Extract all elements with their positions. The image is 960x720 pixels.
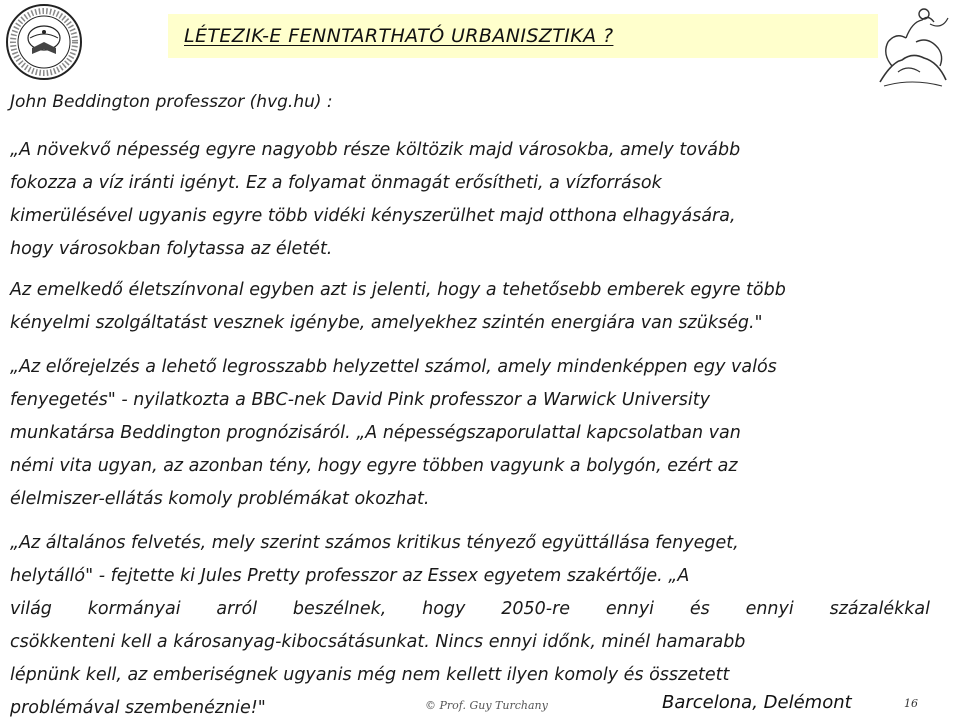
- page-title: LÉTEZIK-E FENNTARTHATÓ URBANISZTIKA ?: [184, 25, 614, 47]
- text-line: John Beddington professzor (hvg.hu) :: [10, 92, 333, 112]
- decade-logo-icon: [4, 2, 84, 82]
- text-line: fenyegetés" - nyilatkozta a BBC-nek David Pink professzor a Warwick University: [10, 390, 711, 410]
- text-line: fokozza a víz iránti igényt. Ez a folyamat önmagát erősítheti, a vízforrások: [10, 173, 662, 193]
- text-line: „Az előrejelzés a lehető legrosszabb helyzettel számol, amely mindenképpen egy valós: [10, 357, 777, 377]
- text-line: munkatársa Beddington prognózisáról. „A népességszaporulattal kapcsolatban van: [10, 423, 741, 443]
- text-line: csökkenteni kell a károsanyag-kibocsátásunkat. Nincs ennyi időnk, minél hamarabb: [10, 632, 746, 652]
- text-line: helytálló" - fejtette ki Jules Pretty professzor az Essex egyetem szakértője. „A: [10, 566, 690, 586]
- text-line: problémával szembenéznie!": [10, 698, 266, 718]
- page-number: 16: [904, 697, 918, 710]
- text-line: „A növekvő népesség egyre nagyobb része költözik majd városokba, amely tovább: [10, 140, 741, 160]
- text-line: világ kormányai arról beszélnek, hogy 2050-re ennyi és ennyi százalékkal: [10, 599, 930, 619]
- text-line: „Az általános felvetés, mely szerint számos kritikus tényező együttállása fenyeget,: [10, 533, 739, 553]
- europa-bull-icon: [872, 2, 954, 90]
- text-line: kimerülésével ugyanis egyre több vidéki kényszerülhet majd otthona elhagyására,: [10, 206, 736, 226]
- text-line: élelmiszer-ellátás komoly problémákat okozhat.: [10, 489, 430, 509]
- text-line: lépnünk kell, az emberiségnek ugyanis még nem kellett ilyen komoly és összetett: [10, 665, 730, 685]
- text-line: hogy városokban folytassa az életét.: [10, 239, 333, 259]
- copyright-note: © Prof. Guy Turchany: [425, 699, 548, 712]
- title-banner: [168, 14, 878, 58]
- place-label: Barcelona, Delémont: [662, 692, 852, 713]
- text-line: némi vita ugyan, az azonban tény, hogy egyre többen vagyunk a bolygón, ezért az: [10, 456, 738, 476]
- text-line: Az emelkedő életszínvonal egyben azt is jelenti, hogy a tehetősebb emberek egyre több: [10, 280, 786, 300]
- text-line: kényelmi szolgáltatást vesznek igénybe, amelyekhez szintén energiára van szükség.": [10, 313, 763, 333]
